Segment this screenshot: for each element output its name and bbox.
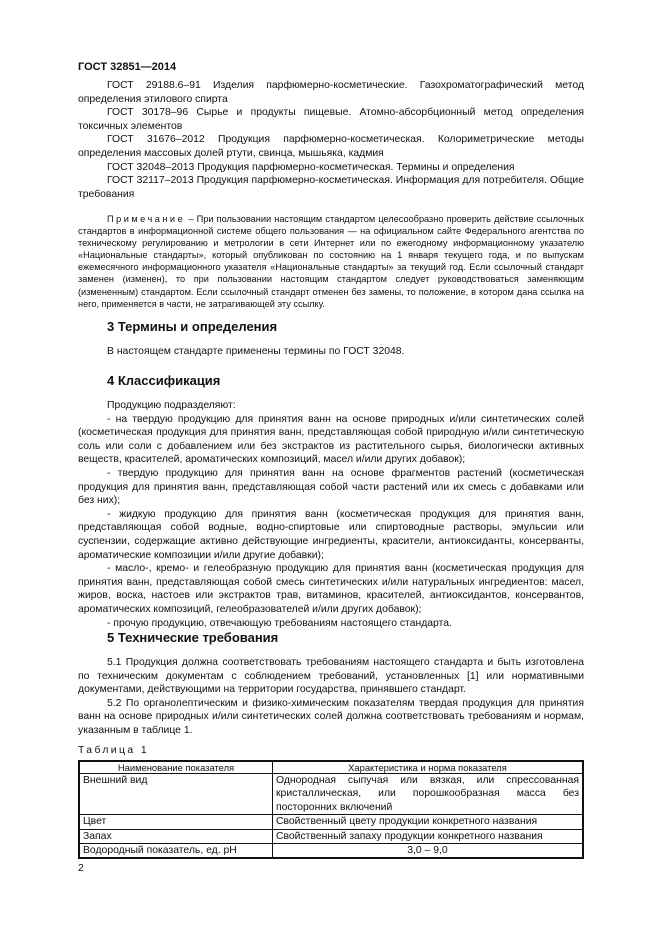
classification-list <box>78 399 584 630</box>
reference-item: ГОСТ 31676–2012 Продукция парфюмерно-косметическая. Колориметрические методы определения массовых долей ртути, свинца, мышьяка, кадмия <box>78 134 584 159</box>
table-cell: Свойственный цвету продукции конкретного названия <box>273 815 584 829</box>
table-1 <box>78 760 584 859</box>
reference-item: ГОСТ 32117–2013 Продукция парфюмерно-косметическая. Информация для потребителя. Общие требования <box>78 175 584 200</box>
table-cell: Внешний вид <box>79 774 273 815</box>
table-row <box>79 774 583 815</box>
table-cell: Водородный показатель, ед. pH <box>79 844 273 859</box>
table-header-row <box>79 761 583 774</box>
table-cell: Свойственный запаху продукции конкретного названия <box>273 829 584 843</box>
table-cell: 3,0 – 9,0 <box>273 844 584 859</box>
column-header: Характеристика и норма показателя <box>273 761 584 774</box>
note-label: Примечание <box>107 214 186 224</box>
note <box>78 213 584 310</box>
classification-item: - на твердую продукцию для принятия ванн на основе природных и/или синтетических солей (косметическая продукция для принятия ванн, представляющая собой природную и/или синтетическую соль или соли с добавлением или без экстрактов из растительного сырья, биологически активных веществ, красителей, ароматических композиций, масел и/или других добавок); <box>78 413 584 466</box>
table-cell: Цвет <box>79 815 273 829</box>
section-3-text: В настоящем стандарте применены термины по ГОСТ 32048. <box>107 346 405 357</box>
normative-references <box>78 79 584 201</box>
reference-item: ГОСТ 32048–2013 Продукция парфюмерно-косметическая. Термины и определения <box>107 161 515 173</box>
classification-intro: Продукцию подразделяют: <box>107 400 236 411</box>
classification-item: - прочую продукцию, отвечающую требованиям настоящего стандарта. <box>107 617 452 629</box>
section-5-title: 5 Технические требования <box>107 630 279 645</box>
table-row <box>79 844 583 859</box>
column-header: Наименование показателя <box>79 761 273 774</box>
table-row <box>79 829 583 843</box>
table-row <box>79 815 583 829</box>
clause-5-1: 5.1 Продукция должна соответствовать требованиям настоящего стандарта и быть изготовлена по техническим документам с соблюдением требований, установленных [1] или нормативными документами, действующими на территории государства, принявшего стандарт. <box>78 657 584 696</box>
table-cell: Запах <box>79 829 273 843</box>
table-caption: Таблица 1 <box>78 745 150 756</box>
page-number: 2 <box>78 863 84 874</box>
classification-item: - масло-, кремо- и гелеобразную продукцию для принятия ванн (косметическая продукция для принятия ванн, представляющая собой смесь синтетических и/или натуральных ингредиентов: масел, жиров, воска, настоев или экстрактов трав, витаминов, красителей, антиоксидантов, консервантов, ароматических композиций, гелеобразователей и/или других добавок); <box>78 563 584 615</box>
reference-item: ГОСТ 29188.6–91 Изделия парфюмерно-косметические. Газохроматографический метод определения этилового спирта <box>78 80 584 105</box>
reference-item: ГОСТ 30178–96 Сырье и продукты пищевые. Атомно-абсорбционный метод определения токсичных элементов <box>78 107 584 132</box>
table-cell: Однородная сыпучая или вязкая, или спрессованная кристаллическая, или порошкообразная масса без посторонних включений <box>273 774 584 815</box>
classification-item: - жидкую продукцию для принятия ванн (косметическая продукция для принятия ванн, представляющая собой водные, водно-спиртовые или спиртоводные растворы, эмульсии или суспензии, содержащие активно действующие ингредиенты, красители, антиоксиданты, консерванты, ароматические композиции и/или другие добавки); <box>78 508 584 561</box>
classification-item: - твердую продукцию для принятия ванн на основе фрагментов растений (косметическая продукция для принятия ванн, представляющая собой части растений или их смесь с добавками или без них); <box>78 467 584 507</box>
clause-5-2: 5.2 По органолептическим и физико-химическим показателям твердая продукция для принятия ванн на основе природных и/или синтетических солей должна соответствовать требованиям и нормам, указанным в таблице 1. <box>78 697 584 736</box>
section-4-title: 4 Классификация <box>107 373 221 388</box>
note-text: – При пользовании настоящим стандартом целесообразно проверить действие ссылочных стандартов в информационной системе общего пользования — на официальном сайте Федерального агентства по техническому регулированию и метрологии в сети Интернет или по ежегодному информационному указателю «Национальные стандарты», который опубликован по состоянию на 1 января текущего года, и по выпускам ежемесячного информационного указателя «Национальные стандарты» за текущий год. Если ссылочный стандарт заменен (изменен), то при пользовании настоящим стандартом следует руководствоваться заменяющим (измененным) стандартом. Если ссылочный стандарт отменен без замены, то положение, в котором дана ссылка на него, применяется в части, не затрагивающей эту ссылку. <box>78 214 584 309</box>
section-3-title: 3 Термины и определения <box>107 319 278 334</box>
document-header: ГОСТ 32851—2014 <box>78 61 177 73</box>
